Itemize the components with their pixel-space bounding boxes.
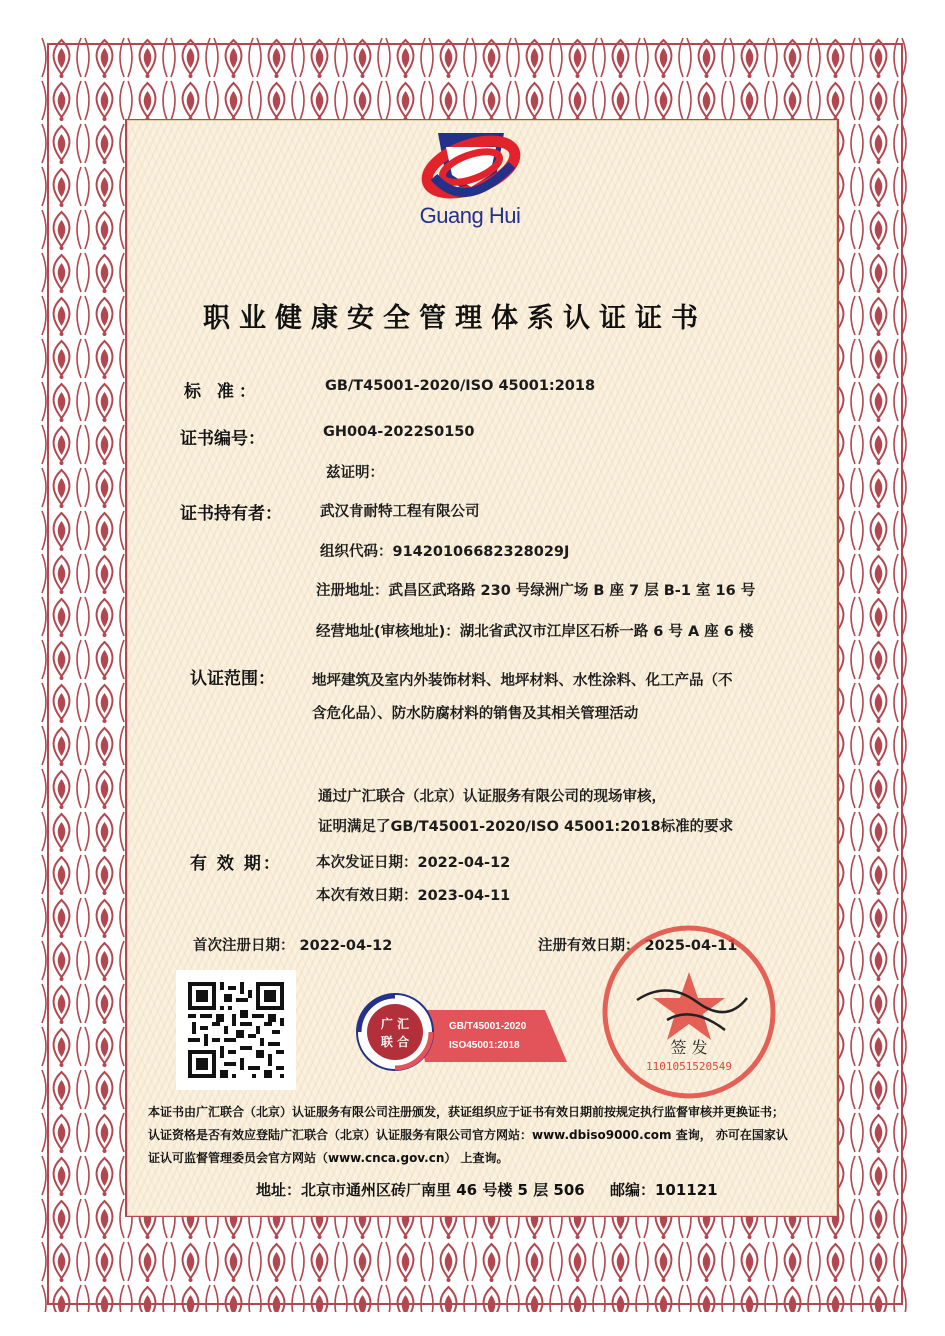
cert-no-value: GH004-2022S0150 [323,424,475,440]
first-registration-date: 首次注册日期： 2022-04-12 [193,938,393,954]
company-seal [597,920,782,1100]
statement-line-1: 通过广汇联合（北京）认证服务有限公司的现场审核， [318,789,666,805]
cert-no-label: 证书编号： [180,429,265,449]
standard-value: GB/T45001-2020/ISO 45001:2018 [325,378,596,394]
footer-line-1: 本证书由广汇联合（北京）认证服务有限公司注册颁发，获证组织应于证书有效日期前按规定执行监督审核并更换证书； [148,1105,785,1119]
issue-date: 本次发证日期：2022-04-12 [316,855,511,871]
issuer-postcode: 邮编：101121 [610,1181,718,1199]
badge-cn-top: 广 汇 [380,1017,410,1031]
org-code: 组织代码：91420106682328029J [320,544,570,560]
standard-label: 标 准： [184,382,261,402]
scope-line-2: 含危化品）、防水防腐材料的销售及其相关管理活动 [312,706,639,722]
holder-name: 武汉肯耐特工程有限公司 [320,504,480,520]
qr-code-icon [188,982,284,1078]
brand-name: Guang Hui [419,203,521,228]
scope-label: 认证范围： [190,669,275,689]
badge-standard-2: ISO45001:2018 [449,1040,520,1051]
badge-standard-1: GB/T45001-2020 [449,1021,527,1032]
hereby-text: 兹证明： [326,465,384,481]
scope-line-1: 地坪建筑及室内外装饰材料、地坪材料、水性涂料、化工产品（不 [312,673,733,689]
operating-address: 经营地址(审核地址)：湖北省武汉市江岸区石桥一路 6 号 A 座 6 楼 [316,624,754,640]
issuer-address: 地址：北京市通州区砖厂南里 46 号楼 5 层 506 [256,1181,585,1199]
holder-label: 证书持有者： [180,504,282,524]
statement-line-2: 证明满足了GB/T45001-2020/ISO 45001:2018标准的要求 [318,819,734,835]
footer-line-3: 证认可监督管理委员会官方网站（www.cnca.gov.cn） 上查询。 [148,1151,509,1165]
accreditation-badge [355,992,570,1072]
signature-label: 签 发 [670,1038,708,1057]
registered-address: 注册地址：武昌区武珞路 230 号绿洲广场 B 座 7 层 B-1 室 16 号 [316,583,756,599]
registration-valid-date: 注册有效日期： 2025-04-11 [538,938,738,954]
valid-until-date: 本次有效日期：2023-04-11 [316,888,511,904]
badge-cn-bottom: 联 合 [380,1035,410,1049]
footer-line-2: 认证资格是否有效应登陆广汇联合（北京）认证服务有限公司官方网站：www.dbiso9000.com 查询， 亦可在国家认 [148,1128,788,1142]
certificate-title: 职业健康安全管理体系认证证书 [203,303,707,334]
seal-number: 1101051520549 [645,1060,733,1073]
validity-label: 有 效 期： [190,854,282,874]
